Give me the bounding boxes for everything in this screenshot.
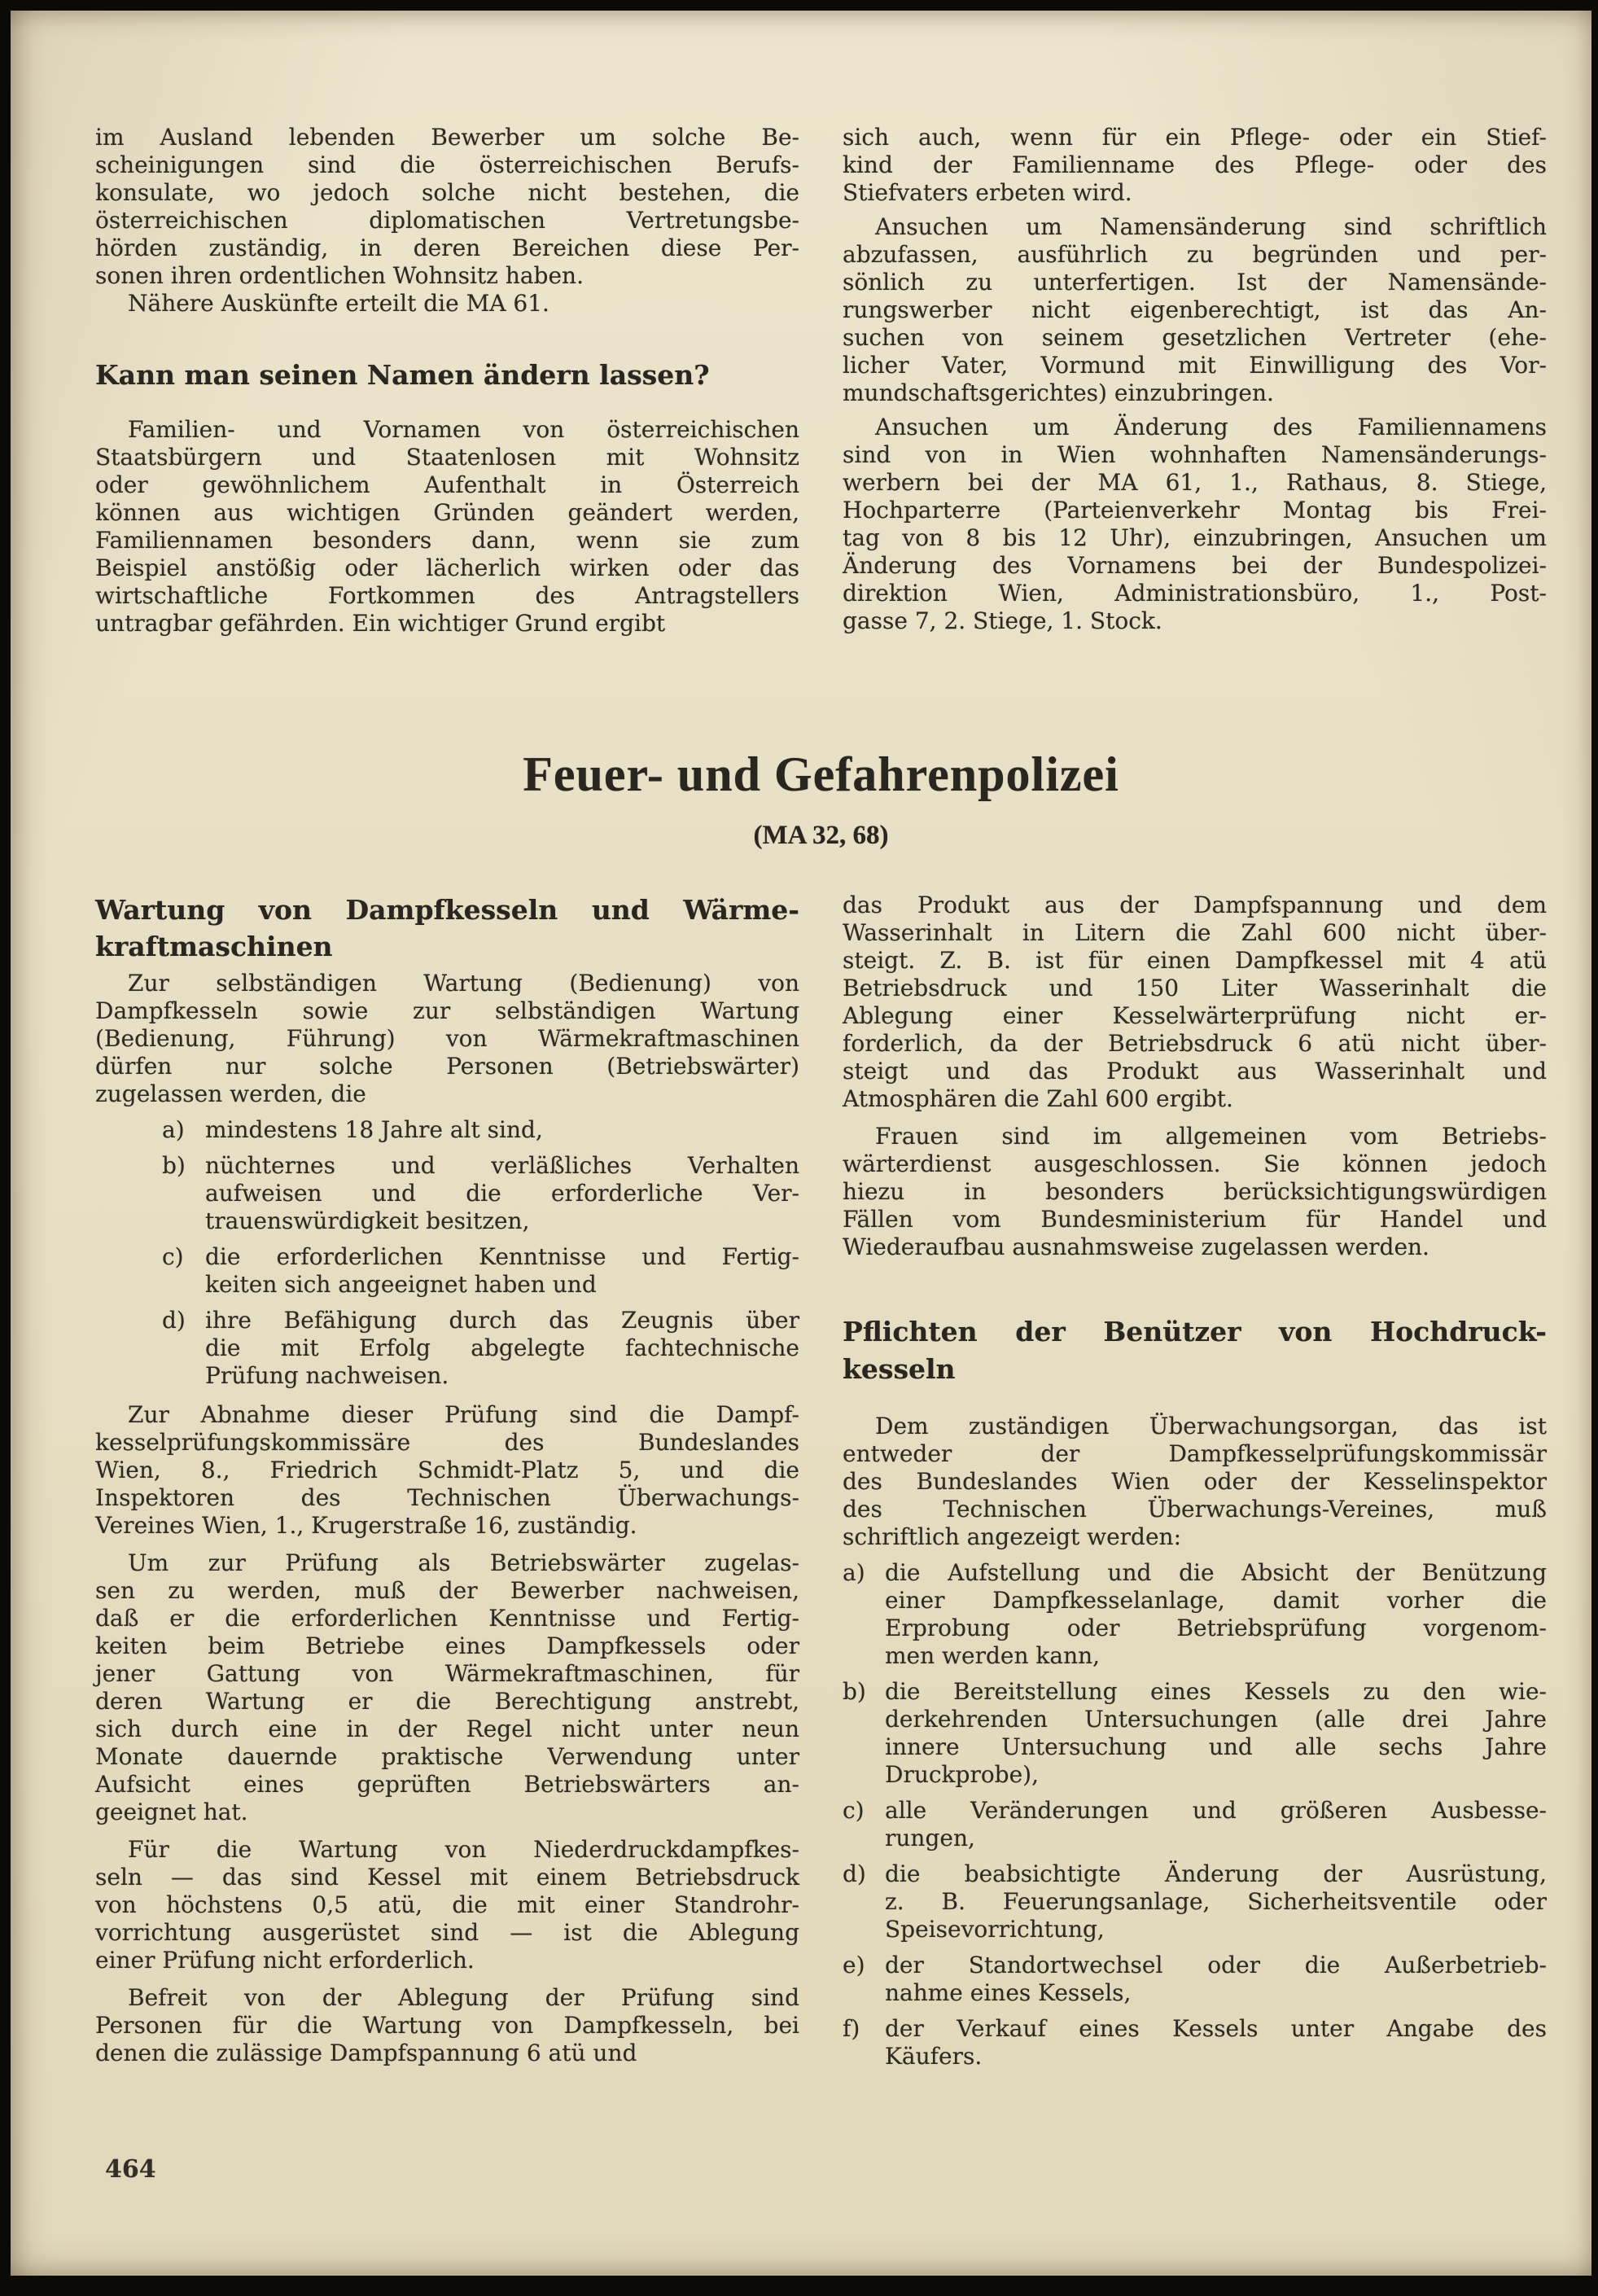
text-line: Nähere Auskünfte erteilt die MA 61. xyxy=(128,290,549,317)
list-item xyxy=(162,1152,799,1235)
text-line: hiezu in besonders berücksichtigungswürdigen xyxy=(843,1178,1547,1205)
text-line: tag von 8 bis 12 Uhr), einzubringen, Ansuchen um xyxy=(843,524,1547,551)
intro-left-column xyxy=(95,124,799,638)
text-line: sonen ihren ordentlichen Wohnsitz haben. xyxy=(95,262,584,289)
text-line: Ansuchen um Änderung des Familiennamens xyxy=(875,414,1547,440)
list-item-label: c) xyxy=(843,1797,865,1824)
text-line: Staatsbürgern und Staatenlosen mit Wohnsitz xyxy=(95,444,799,471)
text-line: kraftmaschinen xyxy=(95,931,333,962)
list-item xyxy=(843,2015,1547,2070)
text-line: Pflichten der Benützer von Hochdruck- xyxy=(843,1316,1547,1347)
text-line: abzufassen, ausführlich zu begründen und per- xyxy=(843,241,1547,268)
text-line: Wiederaufbau ausnahmsweise zugelassen werden. xyxy=(843,1233,1429,1260)
text-line: des Technischen Überwachungs-Vereines, muß xyxy=(843,1496,1547,1523)
paragraph-duties-intro xyxy=(843,1413,1547,1551)
list-item xyxy=(843,1952,1547,2007)
text-line: sen zu werden, muß der Bewerber nachweisen, xyxy=(95,1577,799,1604)
text-line: die Bereitstellung eines Kessels zu den wie- xyxy=(885,1678,1547,1705)
text-line: derkehrenden Untersuchungen (alle drei Jahre xyxy=(885,1706,1547,1733)
text-line: alle Veränderungen und größeren Ausbesse- xyxy=(885,1797,1547,1824)
text-line: kesseln xyxy=(843,1353,956,1385)
text-line: konsulate, wo jedoch solche nicht bestehen, die xyxy=(95,179,799,206)
text-line: Dem zuständigen Überwachungsorgan, das ist xyxy=(875,1413,1547,1439)
list-item-text xyxy=(885,1952,1547,2007)
text-line: Stiefvaters erbeten wird. xyxy=(843,179,1132,206)
text-line: Um zur Prüfung als Betriebswärter zugelas- xyxy=(128,1549,799,1576)
text-line: kind der Familienname des Pflege- oder des xyxy=(843,151,1547,178)
text-line: können aus wichtigen Gründen geändert werden, xyxy=(95,499,799,526)
list-item-text xyxy=(885,2015,1547,2070)
list-item-label: b) xyxy=(162,1152,186,1179)
list-item-text xyxy=(205,1116,799,1144)
text-line: Atmosphären die Zahl 600 ergibt. xyxy=(843,1085,1233,1112)
text-line: Zur selbständigen Wartung (Bedienung) von xyxy=(128,970,799,997)
text-line: scheinigungen sind die österreichischen Berufs- xyxy=(95,151,799,178)
text-line: oder gewöhnlichem Aufenthalt in Österreich xyxy=(95,471,799,498)
paragraph-name-change xyxy=(95,416,799,638)
list-item xyxy=(843,1860,1547,1943)
intro-columns xyxy=(95,124,1547,638)
text-line: Fällen vom Bundesministerium für Handel und xyxy=(843,1206,1547,1233)
text-line: die erforderlichen Kenntnisse und Fertig- xyxy=(205,1243,799,1270)
text-line: österreichischen diplomatischen Vertretungsbe- xyxy=(95,207,799,234)
text-line: sönlich zu unterfertigen. Ist der Namensände- xyxy=(843,269,1547,296)
text-line: Prüfung nachweisen. xyxy=(205,1362,449,1389)
section-columns xyxy=(95,892,1547,2070)
text-line: kesselprüfungskommissäre des Bundeslandes xyxy=(95,1429,799,1456)
page-content xyxy=(11,11,1591,2184)
list-item-text xyxy=(885,1678,1547,1789)
text-line: keiten beim Betriebe eines Dampfkessels oder xyxy=(95,1632,799,1659)
text-line: Wasserinhalt in Litern die Zahl 600 nicht über- xyxy=(843,919,1547,946)
intro-right-column xyxy=(843,124,1547,638)
list-item-label: f) xyxy=(843,2015,860,2042)
text-line: steigt. Z. B. ist für einen Dampfkessel mit 4 atü xyxy=(843,947,1547,974)
text-line: im Ausland lebenden Bewerber um solche Be- xyxy=(95,124,799,151)
list-item xyxy=(162,1116,799,1144)
list-item-label: a) xyxy=(162,1116,185,1143)
text-line: Dampfkesseln sowie zur selbständigen Wartung xyxy=(95,997,799,1024)
list-item-label: c) xyxy=(162,1243,184,1270)
text-line: die beabsichtigte Änderung der Ausrüstung, xyxy=(885,1860,1547,1887)
text-line: Änderung des Vornamens bei der Bundespolizei- xyxy=(843,552,1547,579)
text-line: rungswerber nicht eigenberechtigt, ist das An- xyxy=(843,296,1547,323)
text-line: suchen von seinem gesetzlichen Vertreter (ehe- xyxy=(843,324,1547,351)
text-line: rungen, xyxy=(885,1825,975,1851)
text-line: Ansuchen um Namensänderung sind schriftlich xyxy=(875,213,1547,240)
maintenance-heading xyxy=(95,892,799,965)
text-line: der Verkauf eines Kessels unter Angabe des xyxy=(885,2015,1547,2042)
text-line: Betriebsdruck und 150 Liter Wasserinhalt die xyxy=(843,975,1547,1001)
text-line: schriftlich angezeigt werden: xyxy=(843,1523,1182,1550)
text-line: von höchstens 0,5 atü, die mit einer Standrohr- xyxy=(95,1891,799,1918)
list-item-text xyxy=(885,1797,1547,1852)
text-line: Wartung von Dampfkesseln und Wärme- xyxy=(95,894,799,926)
text-line: Inspektoren des Technischen Überwachungs- xyxy=(95,1484,799,1511)
list-item xyxy=(843,1559,1547,1670)
list-item-label: e) xyxy=(843,1952,865,1978)
paragraph-admission-intro xyxy=(95,970,799,1108)
text-line: des Bundeslandes Wien oder der Kesselinspektor xyxy=(843,1468,1547,1495)
text-line: vorrichtung ausgerüstet sind — ist die Ablegung xyxy=(95,1919,799,1946)
text-line: sich auch, wenn für ein Pflege- oder ein Stief- xyxy=(843,124,1547,151)
text-line: Speisevorrichtung, xyxy=(885,1916,1105,1943)
text-line: Wien, 8., Friedrich Schmidt-Platz 5, und die xyxy=(95,1457,799,1483)
text-line: Erprobung oder Betriebsprüfung vorgenom- xyxy=(885,1615,1547,1641)
text-line: men werden kann, xyxy=(885,1642,1101,1669)
text-line: Vereines Wien, 1., Krugerstraße 16, zuständig. xyxy=(95,1512,637,1539)
list-item-text xyxy=(205,1152,799,1235)
text-line: dürfen nur solche Personen (Betriebswärter) xyxy=(95,1053,799,1080)
section-right-column xyxy=(843,892,1547,2070)
text-line: licher Vater, Vormund mit Einwilligung des Vor- xyxy=(843,352,1547,379)
text-line: Zur Abnahme dieser Prüfung sind die Dampf- xyxy=(128,1401,799,1428)
text-line: sind von in Wien wohnhaften Namensänderungs- xyxy=(843,441,1547,468)
text-line: gasse 7, 2. Stiege, 1. Stock. xyxy=(843,607,1162,634)
paragraph-exam-board xyxy=(95,1401,799,1540)
text-line: Hochparterre (Parteienverkehr Montag bis Frei- xyxy=(843,497,1547,524)
text-line: wärterdienst ausgeschlossen. Sie können jedoch xyxy=(843,1150,1547,1177)
list-item xyxy=(843,1797,1547,1852)
text-line: werbern bei der MA 61, 1., Rathaus, 8. Stiege, xyxy=(843,469,1547,496)
text-line: Familiennamen besonders dann, wenn sie zum xyxy=(95,527,799,554)
section-left-column xyxy=(95,892,799,2070)
chapter-title: Feuer- und Gefahrenpolizei xyxy=(523,747,1119,801)
text-line: hörden zuständig, in deren Bereichen diese Per- xyxy=(95,234,799,261)
text-line: Käufers. xyxy=(885,2043,983,2070)
text-line: z. B. Feuerungsanlage, Sicherheitsventile oder xyxy=(885,1888,1547,1915)
text-line: zugelassen werden, die xyxy=(95,1080,366,1107)
text-line: Druckprobe), xyxy=(885,1761,1039,1788)
text-line: sich durch eine in der Regel nicht unter neun xyxy=(95,1715,799,1742)
text-line: mindestens 18 Jahre alt sind, xyxy=(205,1116,543,1143)
text-line: die mit Erfolg abgelegte fachtechnische xyxy=(205,1334,799,1361)
text-line: die Aufstellung und die Absicht der Benützung xyxy=(885,1559,1547,1586)
text-line: Für die Wartung von Niederdruckdampfkes- xyxy=(128,1836,799,1863)
text-line: Befreit von der Ablegung der Prüfung sind xyxy=(128,1984,799,2011)
list-item xyxy=(843,1678,1547,1789)
book-page xyxy=(11,11,1591,2276)
text-line: deren Wartung er die Berechtigung anstrebt, xyxy=(95,1688,799,1715)
duties-heading xyxy=(843,1313,1547,1388)
list-item-text xyxy=(885,1559,1547,1670)
text-line: Ablegung einer Kesselwärterprüfung nicht er- xyxy=(843,1002,1547,1029)
text-line: entweder der Dampfkesselprüfungskommissär xyxy=(843,1440,1547,1467)
text-line: daß er die erforderlichen Kenntnisse und Fertig- xyxy=(95,1605,799,1632)
text-line: mundschaftsgerichtes) einzubringen. xyxy=(843,379,1274,406)
text-line: aufweisen und die erforderliche Ver- xyxy=(205,1180,799,1207)
text-line: trauenswürdigkeit besitzen, xyxy=(205,1207,530,1234)
text-line: Personen für die Wartung von Dampfkesseln, bei xyxy=(95,2012,799,2039)
text-line: Frauen sind im allgemeinen vom Betriebs- xyxy=(875,1123,1547,1150)
list-item-text xyxy=(885,1860,1547,1943)
requirements-list xyxy=(162,1116,799,1390)
text-line: Beispiel anstößig oder lächerlich wirken oder das xyxy=(95,554,799,581)
text-line: der Standortwechsel oder die Außerbetrieb- xyxy=(885,1952,1547,1978)
chapter-subtitle: (MA 32, 68) xyxy=(753,821,889,850)
text-line: denen die zulässige Dampfspannung 6 atü und xyxy=(95,2040,637,2066)
text-line: Monate dauernde praktische Verwendung unter xyxy=(95,1743,799,1770)
chapter-heading-block xyxy=(95,746,1547,851)
list-item-label: d) xyxy=(162,1307,186,1334)
paragraph-stepchild xyxy=(843,124,1547,207)
text-line: das Produkt aus der Dampfspannung und dem xyxy=(843,892,1547,918)
text-line: seln — das sind Kessel mit einem Betriebsdruck xyxy=(95,1864,799,1891)
page-number: 464 xyxy=(105,2155,156,2184)
paragraph-ma61-note xyxy=(95,290,799,318)
paragraph-exempt xyxy=(95,1984,799,2067)
text-line: wirtschaftliche Fortkommen des Antragstellers xyxy=(95,582,799,609)
text-line: innere Untersuchung und alle sechs Jahre xyxy=(885,1733,1547,1760)
paragraph-offices xyxy=(843,414,1547,635)
text-line: steigt und das Produkt aus Wasserinhalt und xyxy=(843,1058,1547,1084)
paragraph-low-pressure xyxy=(95,1836,799,1974)
paragraph-consulates xyxy=(95,124,799,290)
text-line: einer Prüfung nicht erforderlich. xyxy=(95,1947,475,1974)
list-item xyxy=(162,1243,799,1299)
list-item-label: a) xyxy=(843,1559,865,1586)
duties-list xyxy=(843,1559,1547,2070)
text-line: geeignet hat. xyxy=(95,1799,248,1825)
list-item-label: d) xyxy=(843,1860,866,1887)
list-item-text xyxy=(205,1243,799,1299)
paragraph-women xyxy=(843,1123,1547,1261)
text-line: nüchternes und verläßliches Verhalten xyxy=(205,1152,799,1179)
text-line: Familien- und Vornamen von österreichischen xyxy=(128,416,799,443)
list-item xyxy=(162,1307,799,1390)
paragraph-product-rule xyxy=(843,892,1547,1113)
list-item-text xyxy=(205,1307,799,1390)
text-line: forderlich, da der Betriebsdruck 6 atü nicht über- xyxy=(843,1030,1547,1057)
text-line: einer Dampfkesselanlage, damit vorher die xyxy=(885,1587,1547,1614)
text-line: jener Gattung von Wärmekraftmaschinen, für xyxy=(95,1660,799,1687)
question-heading: Kann man seinen Namen ändern lassen? xyxy=(95,359,710,391)
text-line: Aufsicht eines geprüften Betriebswärters an- xyxy=(95,1771,799,1798)
text-line: nahme eines Kessels, xyxy=(885,1979,1132,2006)
text-line: ihre Befähigung durch das Zeugnis über xyxy=(205,1307,799,1334)
text-line: untragbar gefährden. Ein wichtiger Grund ergibt xyxy=(95,610,666,637)
paragraph-application xyxy=(843,213,1547,407)
paragraph-exam-admission xyxy=(95,1549,799,1826)
text-line: keiten sich angeeignet haben und xyxy=(205,1271,597,1298)
text-line: direktion Wien, Administrationsbüro, 1., Post- xyxy=(843,580,1547,607)
text-line: (Bedienung, Führung) von Wärmekraftmaschinen xyxy=(95,1025,799,1052)
list-item-label: b) xyxy=(843,1678,866,1705)
